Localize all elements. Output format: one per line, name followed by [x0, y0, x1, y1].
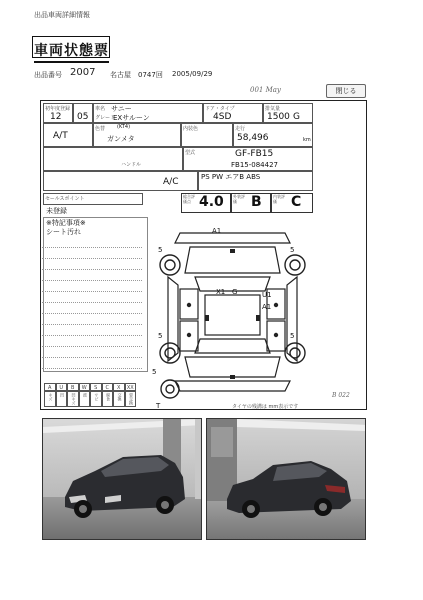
legend-meaning: 波	[79, 391, 91, 407]
maker-label: 車名	[95, 106, 106, 112]
damage-mark: G	[232, 288, 238, 296]
shift-cell	[43, 123, 93, 147]
year-value: 12	[50, 112, 62, 122]
note-line	[42, 368, 142, 369]
tire-depth: 5	[152, 368, 157, 376]
legend-meaning: 腐食	[102, 391, 114, 407]
sales-point-cell	[43, 193, 143, 205]
damage-mark: X1	[216, 288, 226, 296]
car-photo-rear[interactable]	[206, 418, 366, 540]
sales-point-value: 未登録	[46, 207, 67, 215]
section-label: 出品車両詳細情報	[34, 11, 90, 19]
mileage-unit: km	[303, 137, 311, 143]
note-line	[42, 280, 142, 281]
chassis-value: FB15-084427	[231, 161, 278, 169]
car-name: サニー	[111, 105, 132, 113]
note-line	[42, 258, 142, 259]
lot-number: 2007	[70, 67, 96, 78]
note-line	[42, 357, 142, 358]
color-label: 色替	[95, 126, 106, 132]
note-line	[42, 291, 142, 292]
auction-date: 2005/09/29	[172, 70, 213, 78]
color-code: (KT4)	[117, 124, 131, 130]
interior-grade-label: 内装評価	[273, 194, 285, 204]
note-line	[42, 302, 142, 303]
shift-value: A/T	[53, 131, 68, 141]
special-notes-label: ※特記事項※	[46, 219, 86, 227]
year-label: 初年度登録	[45, 106, 71, 112]
interior-grade: C	[291, 194, 302, 210]
exterior-grade: B	[251, 194, 262, 210]
legend-code: X	[113, 383, 125, 391]
fuel-value: G	[293, 112, 300, 122]
legend-row-codes	[44, 383, 136, 391]
tire-depth: 5	[290, 246, 295, 254]
model-label: 型式	[185, 150, 196, 156]
close-button[interactable]: 閉じる	[326, 84, 366, 98]
legend-code: C	[102, 383, 114, 391]
overall-score: 4.0	[199, 194, 224, 210]
legend-meaning: 凹キズ	[67, 391, 79, 407]
t-label: T	[156, 402, 161, 410]
page-title: 車両状態票	[34, 40, 109, 63]
car-photo-rear-image	[207, 419, 366, 540]
equipment-area-cell	[43, 147, 183, 171]
car-photo-front[interactable]	[42, 418, 202, 540]
venue: 名古屋	[110, 71, 131, 79]
cc-value: 1500	[267, 112, 290, 122]
door-type-cell	[203, 103, 263, 123]
car-photo-front-image	[43, 419, 202, 540]
legend-code: B	[67, 383, 79, 391]
legend-row-meanings	[44, 391, 136, 407]
legend-code: S	[90, 383, 102, 391]
tire-depth: 5	[290, 332, 295, 340]
exterior-grade-label: 外装評価	[233, 194, 245, 204]
legend-meaning: サビ	[90, 391, 102, 407]
tire-depth: 5	[158, 332, 163, 340]
handle-label: ハンドル	[121, 162, 142, 168]
note-line	[42, 335, 142, 336]
legend-meaning: キズ	[44, 391, 56, 407]
sales-point-label: セールスポイント	[45, 196, 85, 202]
cc-label: 排気量	[265, 106, 281, 112]
lot-label: 出品番号	[34, 71, 62, 79]
damage-mark: U1	[262, 291, 272, 299]
month-value: 05	[77, 112, 89, 122]
note-line	[42, 313, 142, 314]
handwritten-bottom-note: B 022	[332, 392, 350, 399]
legend-code: XX	[125, 383, 137, 391]
ac-value: A/C	[163, 177, 179, 187]
mileage-label: 走行	[235, 126, 246, 132]
legend-meaning: 凹	[56, 391, 68, 407]
mileage-value: 58,496	[237, 133, 269, 143]
legend-code: W	[79, 383, 91, 391]
grade-label: グレード	[95, 115, 116, 121]
session: 0747回	[138, 71, 163, 79]
damage-mark: A1	[212, 227, 222, 235]
color-name: ガンメタ	[107, 135, 135, 143]
note-line	[42, 247, 142, 248]
door-type-label: ドア・タイプ	[205, 106, 235, 112]
model-value: GF-FB15	[235, 149, 274, 159]
tire-note: タイヤの残溝は mm表示です	[232, 404, 299, 410]
equipment-value: PS PW エアB ABS	[201, 173, 261, 181]
interior-color-label: 内装色	[183, 126, 199, 132]
interior-color-cell	[181, 123, 233, 147]
legend-meaning: 交換	[113, 391, 125, 407]
handwritten-top-note: 001 May	[250, 86, 281, 94]
note-line	[42, 269, 142, 270]
note-line	[42, 346, 142, 347]
special-notes-cell	[43, 217, 148, 372]
damage-mark: A1	[262, 303, 272, 311]
door-type: 4SD	[213, 112, 232, 122]
legend-meaning: 要交換	[125, 391, 137, 407]
grade-name: EXサルーン	[113, 114, 150, 122]
special-note-value: シート汚れ	[46, 228, 81, 236]
legend-code: A	[44, 383, 56, 391]
tire-depth: 5	[158, 246, 163, 254]
overall-score-label: 総合評価点	[183, 194, 195, 204]
damage-legend	[44, 383, 136, 409]
note-line	[42, 324, 142, 325]
legend-code: U	[56, 383, 68, 391]
